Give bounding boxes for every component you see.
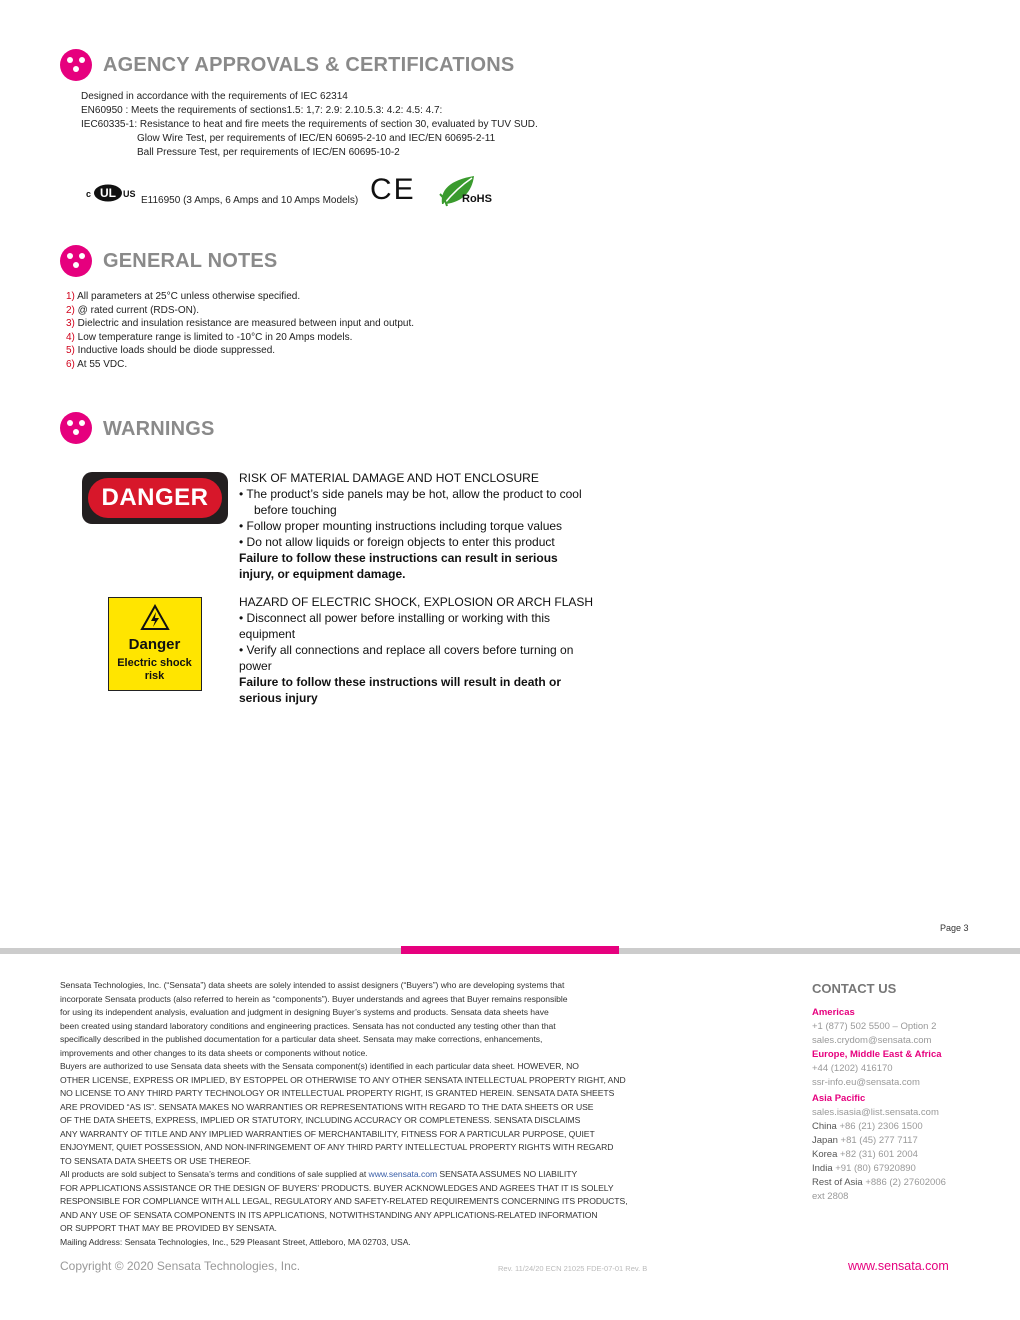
warning-line: • Do not allow liquids or foreign objects to enter this product xyxy=(239,535,555,549)
warning-bold-line: serious injury xyxy=(239,691,318,705)
contact-region: Asia Pacific xyxy=(812,1093,866,1104)
contact-title: CONTACT US xyxy=(812,981,897,996)
warning-consequence xyxy=(239,566,582,582)
ul-mark xyxy=(86,184,138,202)
warning-block-2 xyxy=(239,594,593,706)
contact-email[interactable]: ssr-info.eu@sensata.com xyxy=(812,1077,920,1088)
warning-bold-line: injury, or equipment damage. xyxy=(239,567,406,581)
note-number: 6) xyxy=(66,358,75,370)
rohs-label: RoHS xyxy=(462,193,492,205)
note-item xyxy=(66,304,414,318)
contact-phone: +91 (80) 67920890 xyxy=(832,1163,916,1174)
legal-line: improvements and other changes to its data sheets or components without notice. xyxy=(60,1047,368,1058)
revision-code: Rev. 11/24/20 ECN 21025 FDE-07-01 Rev. B xyxy=(498,1264,648,1273)
legal-website-link[interactable]: www.sensata.com xyxy=(368,1169,438,1179)
legal-line: FOR APPLICATIONS ASSISTANCE OR THE DESIGN OF BUYERS’ PRODUCTS. BUYER ACKNOWLEDGES AND AGREES THAT IT IS SOLELY xyxy=(60,1182,614,1193)
copyright: Copyright © 2020 Sensata Technologies, Inc. xyxy=(60,1259,301,1273)
danger-sign-label: DANGER xyxy=(101,484,209,511)
page-number: Page 3 xyxy=(940,923,969,933)
contact-email[interactable]: sales.crydom@sensata.com xyxy=(812,1035,932,1046)
legal-line: Mailing Address: Sensata Technologies, Inc., 529 Pleasant Street, Attleboro, MA 02703, USA. xyxy=(60,1236,411,1247)
contact-country: India xyxy=(812,1163,833,1174)
shock-sign-line: risk xyxy=(144,670,165,682)
footer-website-link[interactable]: www.sensata.com xyxy=(848,1259,949,1273)
legal-line: specifically described in the published documentation for a particular data sheet. Sensata may make corrections, enhancements, xyxy=(60,1034,543,1044)
ul-file-number: E116950 (3 Amps, 6 Amps and 10 Amps Models) xyxy=(141,195,359,206)
contact-row xyxy=(812,1120,946,1134)
agency-line: Glow Wire Test, per requirements of IEC/EN 60695-2-10 and IEC/EN 60695-2-11 xyxy=(137,133,496,144)
legal-line: NO LICENSE TO ANY THIRD PARTY TECHNOLOGY OR INTELLECTUAL PROPERTY RIGHT, IS GRANTED HEREIN. SENSATA DATA SHEETS xyxy=(60,1088,615,1098)
rohs-mark xyxy=(438,174,494,208)
note-number: 2) xyxy=(66,304,75,316)
notes-list xyxy=(66,290,414,371)
ul-c-letter: c xyxy=(86,189,92,199)
contact-phone: +82 (31) 601 2004 xyxy=(837,1149,918,1160)
note-text: All parameters at 25°C unless otherwise specified. xyxy=(74,291,301,302)
legal-line: OF THE DATA SHEETS, EXPRESS, IMPLIED OR STATUTORY, INCLUDING ACCURACY OR COMPLETENESS. SENSATA DISCLAIMS xyxy=(60,1115,581,1125)
contact-row xyxy=(812,1176,946,1190)
agency-line: Designed in accordance with the requirements of IEC 62314 xyxy=(81,91,348,102)
warning-line: before touching xyxy=(254,503,337,517)
shock-sign-line: Electric shock xyxy=(117,657,192,669)
contact-country: Rest of Asia xyxy=(812,1177,863,1188)
footer-bar-accent xyxy=(401,946,619,954)
section-title-notes: GENERAL NOTES xyxy=(103,250,278,272)
electric-hazard-icon xyxy=(140,604,170,631)
note-number: 3) xyxy=(66,318,75,329)
warning-line: • The product’s side panels may be hot, allow the product to cool xyxy=(239,487,582,501)
warning-line: equipment xyxy=(239,627,296,641)
legal-line: AND ANY USE OF SENSATA COMPONENTS IN ITS APPLICATIONS, NOTWITHSTANDING ANY APPLICATIONS-RELATED INFORMATION xyxy=(60,1209,598,1220)
contact-phone: +886 (2) 27602006 xyxy=(862,1177,946,1188)
warning-consequence xyxy=(239,674,593,690)
section-bullet-icon xyxy=(60,412,92,444)
note-text: At 55 VDC. xyxy=(74,358,128,370)
contact-row xyxy=(812,1134,946,1148)
legal-sale-prefix: All products are sold subject to Sensata’s terms and conditions of sale supplied at xyxy=(60,1169,369,1179)
note-text: Dielectric and insulation resistance are measured between input and output. xyxy=(74,318,414,329)
warning-block-1 xyxy=(239,470,582,582)
legal-line: Sensata Technologies, Inc. (“Sensata”) data sheets are solely intended to assist designers (“Buyers”) who are developing systems that xyxy=(60,980,565,990)
contact-phone: +81 (45) 277 7117 xyxy=(837,1135,918,1146)
warning-consequence xyxy=(239,690,593,706)
legal-line xyxy=(60,1168,628,1182)
contact-phone: +44 (1202) 416170 xyxy=(812,1063,893,1074)
section-bullet-icon xyxy=(60,49,92,81)
warning-heading: RISK OF MATERIAL DAMAGE AND HOT ENCLOSURE xyxy=(239,471,539,485)
legal-line: Buyers are authorized to use Sensata data sheets with the Sensata component(s) identified in each particular data sheet. HOWEVER, NO xyxy=(60,1061,579,1071)
note-number: 5) xyxy=(66,345,75,356)
note-text: Inductive loads should be diode suppressed. xyxy=(74,345,276,356)
note-text: Low temperature range is limited to -10°C in 20 Amps models. xyxy=(74,331,353,343)
note-number: 4) xyxy=(66,331,75,343)
legal-disclaimer xyxy=(60,979,628,1249)
legal-line: incorporate Sensata products (also referred to herein as “components”). Buyer understands and agrees that Buyer remains responsible xyxy=(60,993,568,1004)
ce-mark: CE xyxy=(370,173,416,206)
note-item xyxy=(66,358,414,372)
note-item xyxy=(66,344,414,358)
note-item xyxy=(66,290,414,304)
legal-line: ANY WARRANTY OF TITLE AND ANY IMPLIED WARRANTIES OF MERCHANTABILITY, FITNESS FOR A PARTICULAR PURPOSE, QUIET xyxy=(60,1128,595,1139)
legal-line: for using its independent analysis, evaluation and judgment in designing Buyer’s systems and products. Sensata data sheets have xyxy=(60,1007,549,1017)
section-bullet-icon xyxy=(60,245,92,277)
contact-row xyxy=(812,1162,946,1176)
warning-consequence xyxy=(239,550,582,566)
warning-line: • Disconnect all power before installing or working with this xyxy=(239,611,551,625)
warning-line: • Verify all connections and replace all covers before turning on xyxy=(239,643,574,657)
contact-email[interactable]: sales.isasia@list.sensata.com xyxy=(812,1107,939,1118)
note-number: 1) xyxy=(66,291,75,302)
contact-row xyxy=(812,1148,946,1162)
section-title-agency: AGENCY APPROVALS & CERTIFICATIONS xyxy=(103,54,515,76)
shock-sign-title: Danger xyxy=(128,636,181,653)
agency-line: EN60950 : Meets the requirements of sections1.5: 1,7: 2.9: 2.10.5.3: 4.2: 4.5: 4.7: xyxy=(81,105,443,116)
section-title-warnings: WARNINGS xyxy=(103,418,215,440)
legal-line: ENJOYMENT, QUIET POSSESSION, AND NON-INFRINGEMENT OF ANY THIRD PARTY INTELLECTUAL PROPERTY RIGHTS WITH REGARD xyxy=(60,1142,614,1152)
legal-line: TO SENSATA DATA SHEETS OR USE THEREOF. xyxy=(60,1155,252,1166)
electric-shock-sign xyxy=(108,597,202,691)
agency-line: IEC60335-1: Resistance to heat and fire meets the requirements of section 30, evaluated by TUV SUD. xyxy=(81,119,538,130)
legal-line: been created using standard laboratory conditions and engineering practices. Sensata has not conducted any testing other than that xyxy=(60,1020,556,1031)
contact-phone: +86 (21) 2306 1500 xyxy=(836,1121,923,1132)
legal-line: OTHER LICENSE, EXPRESS OR IMPLIED, BY ESTOPPEL OR OTHERWISE TO ANY OTHER SENSATA INTELLECTUAL PROPERTY RIGHT, AND xyxy=(60,1074,626,1085)
svg-text:UL: UL xyxy=(100,186,116,200)
warning-line: power xyxy=(239,659,272,673)
note-item xyxy=(66,317,414,331)
legal-line: ARE PROVIDED “AS IS”. SENSATA MAKES NO WARRANTIES OR REPRESENTATIONS WITH REGARD TO THE DATA SHEETS OR USE xyxy=(60,1101,594,1112)
contact-region: Americas xyxy=(812,1007,855,1018)
contact-country: Korea xyxy=(812,1149,838,1160)
contact-ext: ext 2808 xyxy=(812,1191,849,1202)
contact-phone: +1 (877) 502 5500 – Option 2 xyxy=(812,1021,937,1032)
note-text: @ rated current (RDS-ON). xyxy=(74,304,199,316)
agency-line: Ball Pressure Test, per requirements of IEC/EN 60695-10-2 xyxy=(137,147,400,158)
ul-us-letters: US xyxy=(123,189,136,199)
legal-line: RESPONSIBLE FOR COMPLIANCE WITH ALL LEGAL, REGULATORY AND SAFETY-RELATED REQUIREMENTS CONCERNING ITS PRODUCTS, xyxy=(60,1196,628,1206)
note-item xyxy=(66,331,414,345)
danger-sign xyxy=(82,472,228,524)
contact-country: Japan xyxy=(812,1135,838,1146)
legal-sale-suffix: SENSATA ASSUMES NO LIABILITY xyxy=(437,1169,578,1179)
warning-heading: HAZARD OF ELECTRIC SHOCK, EXPLOSION OR ARCH FLASH xyxy=(239,595,594,609)
warning-bold-line: Failure to follow these instructions will result in death or xyxy=(239,675,562,689)
contact-region: Europe, Middle East & Africa xyxy=(812,1049,942,1060)
warning-line: • Follow proper mounting instructions including torque values xyxy=(239,519,563,533)
ul-logo-icon xyxy=(93,184,123,202)
contact-list xyxy=(812,1006,946,1204)
warning-bold-line: Failure to follow these instructions can result in serious xyxy=(239,551,558,565)
contact-country: China xyxy=(812,1121,837,1132)
legal-line: OR SUPPORT THAT MAY BE PROVIDED BY SENSATA. xyxy=(60,1223,277,1233)
